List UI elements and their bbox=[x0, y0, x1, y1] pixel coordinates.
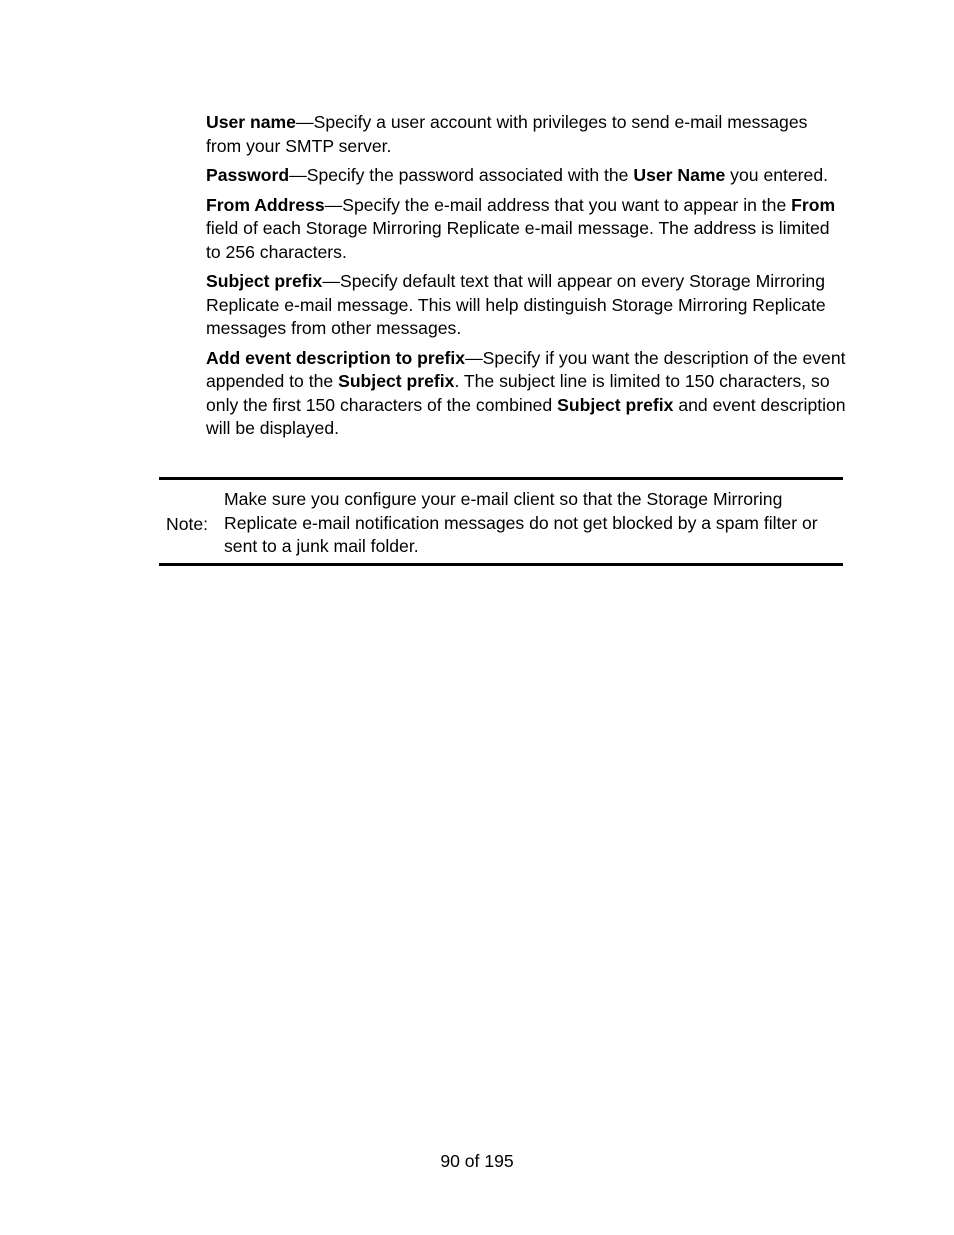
bold-ref: Subject prefix bbox=[557, 394, 674, 415]
description: you entered. bbox=[725, 165, 828, 185]
bold-ref: Subject prefix bbox=[338, 371, 455, 391]
definition-list bbox=[206, 111, 846, 447]
bold-ref: From bbox=[791, 194, 836, 215]
description: —Specify default text that will appear on every Storage Mirroring Replicate e-mail message. This will help distinguish Storage Mirroring Replicate messages from other messages. bbox=[206, 271, 826, 338]
definition-password bbox=[206, 164, 846, 188]
description: —Specify the e-mail address that you want to appear in the bbox=[324, 194, 792, 215]
note-box bbox=[159, 477, 843, 566]
bold-ref: User Name bbox=[633, 165, 726, 185]
description: field of each Storage Mirroring Replicate e-mail message. The address is limited to 256 characters. bbox=[206, 218, 830, 262]
definition-add-event-description bbox=[206, 347, 846, 441]
page-number: 90 of 195 bbox=[440, 1151, 514, 1171]
term: User name bbox=[206, 112, 296, 132]
description: —Specify a user account with privileges to send e-mail messages from your SMTP server. bbox=[206, 112, 808, 156]
definition-subject-prefix bbox=[206, 270, 846, 341]
description: —Specify the password associated with the bbox=[289, 165, 634, 185]
term: Subject prefix bbox=[206, 271, 323, 291]
definition-from-address bbox=[206, 194, 846, 265]
note-text: Make sure you configure your e-mail client so that the Storage Mirroring Replicate e-mail notification messages do not get blocked by a spam filter or sent to a junk mail folder. bbox=[224, 489, 818, 556]
term: Add event description to prefix bbox=[206, 347, 466, 368]
term: Password bbox=[206, 165, 290, 185]
term: From Address bbox=[206, 194, 325, 215]
definition-user-name bbox=[206, 111, 846, 158]
description: —Specify if you want the description of the event appended to the bbox=[206, 347, 846, 391]
note-label: Note: bbox=[166, 514, 209, 534]
description: and event description will be displayed. bbox=[206, 394, 846, 438]
description: . The subject line is limited to 150 characters, so only the first 150 characters of the combined bbox=[206, 371, 830, 415]
